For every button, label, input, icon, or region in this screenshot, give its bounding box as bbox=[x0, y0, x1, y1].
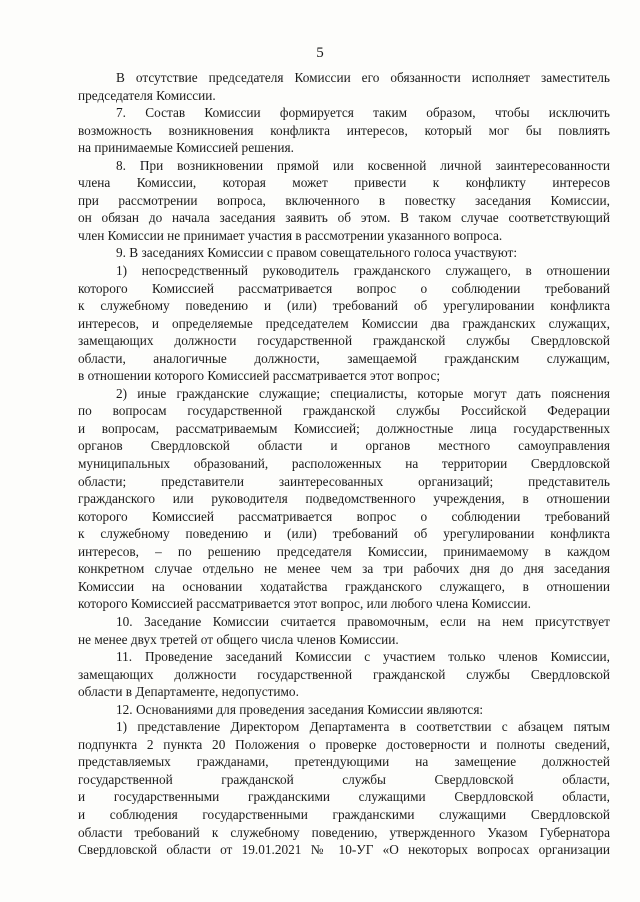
text-line: к служебному поведению и (или) требований об урегулировании конфликта bbox=[78, 298, 610, 314]
text-line: при рассмотрении вопроса, включенного в повестку заседания Комиссии, bbox=[78, 192, 610, 208]
text-line: возможность возникновения конфликта интересов, который мог бы повлиять bbox=[78, 122, 610, 138]
text-line: он обязан до начала заседания заявить об этом. В таком случае соответствующий bbox=[78, 210, 610, 226]
text-line: области; представители заинтересованных организаций; представитель bbox=[78, 473, 610, 489]
text-line: области в Департаменте, недопустимо. bbox=[78, 684, 299, 700]
text-line: которого Комиссией рассматривается вопрос о соблюдении требований bbox=[78, 280, 610, 296]
text-line: 12. Основаниями для проведения заседания Комиссии являются: bbox=[116, 701, 484, 717]
text-line: 1) непосредственный руководитель гражданского служащего, в отношении bbox=[116, 263, 610, 279]
document-body bbox=[78, 69, 610, 859]
page-number: 5 bbox=[316, 45, 324, 61]
text-line: и вопросам, рассматриваемым Комиссией; должностные лица государственных bbox=[78, 420, 610, 436]
text-line: подпункта 2 пункта 20 Положения о проверке достоверности и полноты сведений, bbox=[78, 736, 610, 752]
text-line: Свердловской области от 19.01.2021 № 10-УГ «О некоторых вопросах организации bbox=[78, 842, 610, 858]
text-line: по вопросам государственной гражданской службы Российской Федерации bbox=[78, 403, 610, 419]
text-line: области требований к служебному поведению, утвержденного Указом Губернатора bbox=[78, 824, 610, 840]
text-line: В отсутствие председателя Комиссии его обязанности исполняет заместитель bbox=[116, 70, 610, 85]
text-line: замещающих должности государственной гражданской службы Свердловской bbox=[78, 333, 610, 349]
text-line: 8. При возникновении прямой или косвенной личной заинтересованности bbox=[116, 157, 610, 173]
text-line: члена Комиссии, которая может привести к конфликту интересов bbox=[78, 175, 610, 191]
text-line: член Комиссии не принимает участия в рассмотрении указанного вопроса. bbox=[78, 227, 503, 243]
text-line: на принимаемые Комиссией решения. bbox=[78, 140, 294, 156]
text-line: области, аналогичные должности, замещаемой гражданским служащим, bbox=[78, 350, 610, 366]
text-line: 11. Проведение заседаний Комиссии с участием только членов Комиссии, bbox=[116, 649, 610, 665]
text-line: к служебному поведению и (или) требований об урегулировании конфликта bbox=[78, 526, 610, 542]
text-line: и соблюдения государственными гражданскими служащими Свердловской bbox=[78, 806, 610, 822]
text-line: 7. Состав Комиссии формируется таким образом, чтобы исключить bbox=[116, 105, 610, 121]
text-line: гражданского или руководителя подведомственного учреждения, в отношении bbox=[78, 491, 610, 507]
text-line: органов Свердловской области и органов местного самоуправления bbox=[78, 438, 610, 454]
text-line: 1) представление Директором Департамента в соответствии с абзацем пятым bbox=[116, 719, 610, 735]
text-line: которого Комиссией рассматривается вопрос о соблюдении требований bbox=[78, 508, 610, 524]
text-line: государственной гражданской службы Свердловской области, bbox=[78, 771, 610, 787]
text-line: Комиссии на основании ходатайства гражданского служащего, в отношении bbox=[78, 578, 610, 594]
text-line: 2) иные гражданские служащие; специалисты, которые могут дать пояснения bbox=[116, 385, 610, 401]
text-line: интересов, – по решению председателя Комиссии, принимаемому в каждом bbox=[78, 543, 610, 559]
text-line: которого Комиссией рассматривается этот вопрос, или любого члена Комиссии. bbox=[78, 596, 531, 612]
text-line: 10. Заседание Комиссии считается правомочным, если на нем присутствует bbox=[116, 613, 610, 629]
text-line: председателя Комиссии. bbox=[78, 87, 216, 103]
text-line: замещающих должности государственной гражданской службы Свердловской bbox=[78, 666, 610, 682]
text-line: не менее двух третей от общего числа членов Комиссии. bbox=[78, 631, 399, 647]
text-line: муниципальных образований, расположенных на территории Свердловской bbox=[78, 456, 610, 472]
text-line: 9. В заседаниях Комиссии с правом совещательного голоса участвуют: bbox=[116, 245, 518, 261]
text-line: конкретном случае отдельно не менее чем за три рабочих дня до дня заседания bbox=[78, 561, 610, 577]
text-line: интересов, и определяемые председателем Комиссии два гражданских служащих, bbox=[78, 315, 610, 331]
text-line: представляемых гражданами, претендующими на замещение должностей bbox=[78, 754, 610, 770]
text-line: в отношении которого Комиссией рассматривается этот вопрос; bbox=[78, 368, 441, 384]
text-line: и государственными гражданскими служащими Свердловской области, bbox=[78, 789, 610, 805]
